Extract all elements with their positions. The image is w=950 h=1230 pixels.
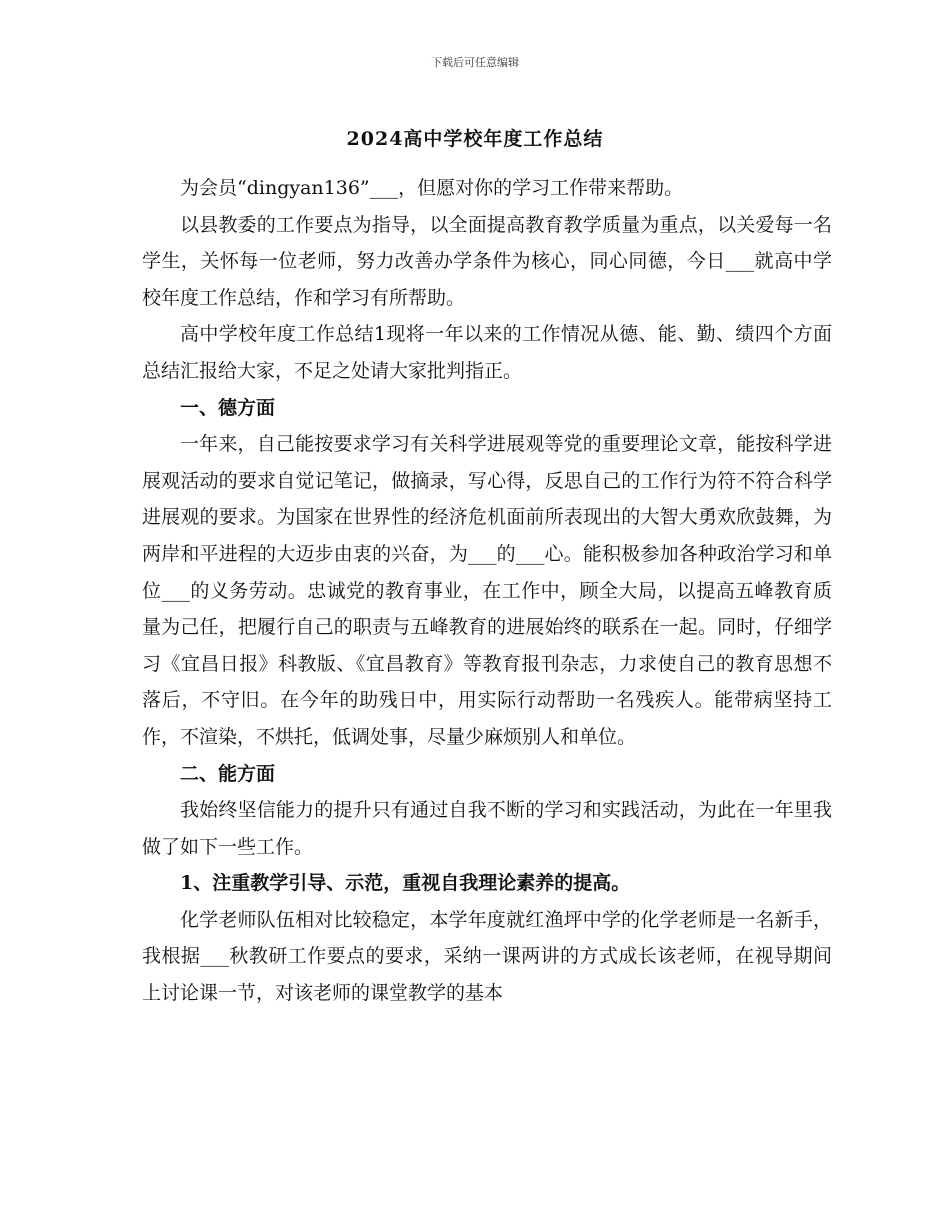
page-header-note: 下载后可任意编辑 (431, 56, 519, 69)
document-title: 2024高中学校年度工作总结 (346, 128, 604, 150)
section-heading-morality: 一、德方面 (180, 396, 276, 419)
document-body (142, 170, 832, 1012)
section-heading-ability: 二、能方面 (180, 762, 276, 785)
paragraph-teaching: 化学老师队伍相对比较稳定，本学年度就红渔坪中学的化学老师是一名新手，我根据___秋教研工作要点的要求，采纳一课两讲的方式成长该老师，在视导期间上讨论课一节，对该老师的课堂教学的基本 (142, 908, 832, 1005)
paragraph-guidance: 以县教委的工作要点为指导，以全面提高教育教学质量为重点，以关爱每一名学生，关怀每一位老师，努力改善办学条件为核心，同心同德，今日___就高中学校年度工作总结，作和学习有所帮助。 (142, 213, 832, 309)
paragraph-morality: 一年来，自己能按要求学习有关科学进展观等党的重要理论文章，能按科学进展观活动的要求自觉记笔记，做摘录，写心得，反思自己的工作行为符不符合科学进展观的要求。为国家在世界性的经济危机面前所表现出的大智大勇欢欣鼓舞，为两岸和平进程的大迈步由衷的兴奋，为___的___心。能积极参加各种政治学习和单位___的义务劳动。忠诚党的教育事业，在工作中，顾全大局，以提高五峰教育质量为己任，把履行自己的职责与五峰教育的进展始终的联系在一起。同时，仔细学习《宜昌日报》科教版、《宜昌教育》等教育报刊杂志，力求使自己的教育思想不落后，不守旧。在今年的助残日中，用实际行动帮助一名残疾人。能带病坚持工作，不渲染，不烘托，低调处事，尽量少麻烦别人和单位。 (142, 433, 832, 748)
paragraph-summary-intro: 高中学校年度工作总结1现将一年以来的工作情况从德、能、勤、绩四个方面总结汇报给大家，不足之处请大家批判指正。 (142, 323, 832, 382)
paragraph-ability: 我始终坚信能力的提升只有通过自我不断的学习和实践活动，为此在一年里我做了如下一些工作。 (142, 799, 832, 858)
subsection-heading-teaching: 1、注重教学引导、示范，重视自我理论素养的提高。 (180, 872, 631, 895)
paragraph-intro: 为会员“dingyan136”___，但愿对你的学习工作带来帮助。 (180, 177, 684, 199)
